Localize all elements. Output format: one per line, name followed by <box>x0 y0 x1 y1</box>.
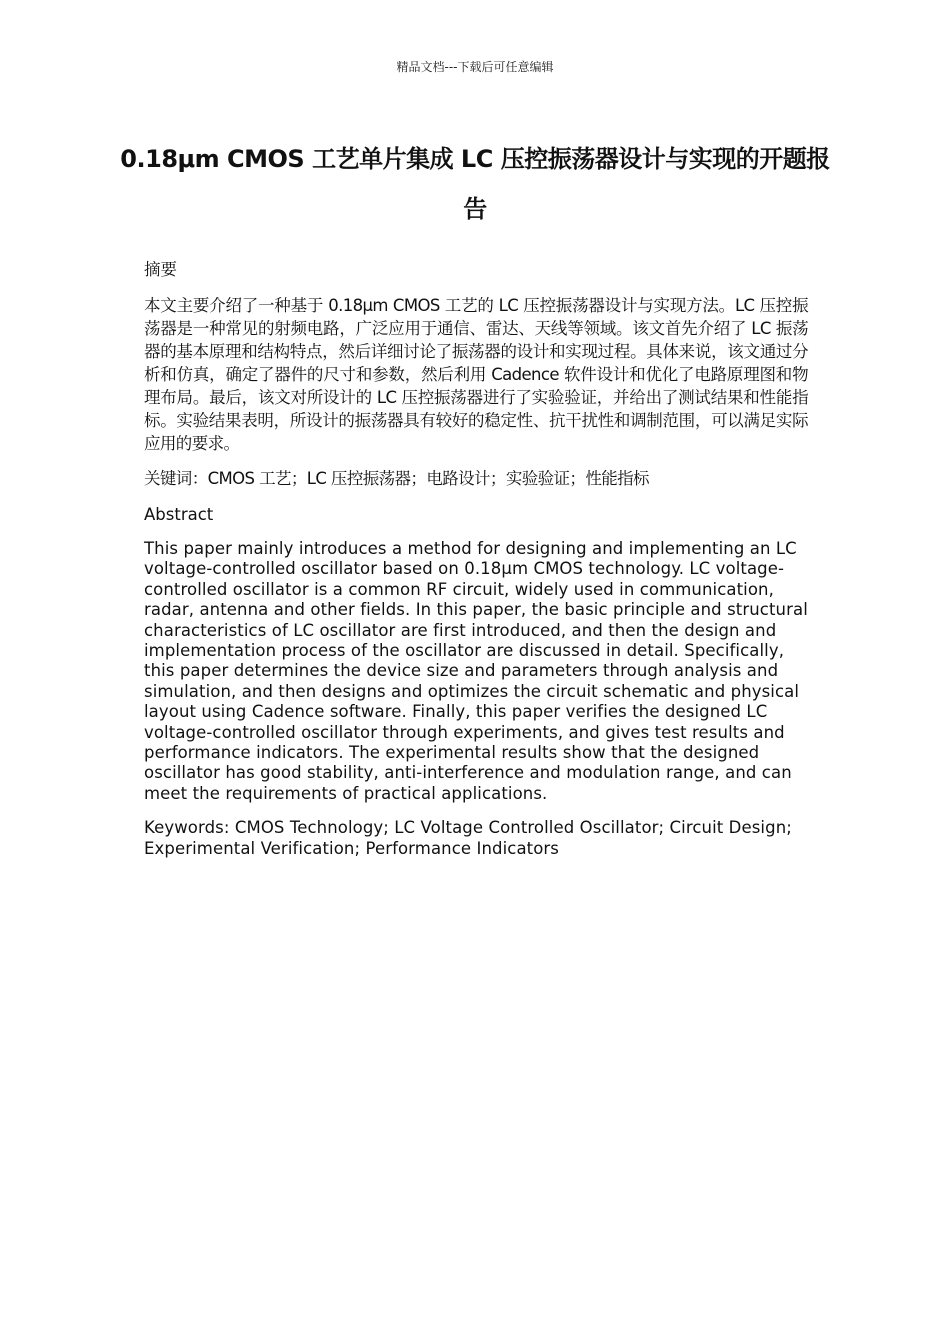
abstract-en-heading: Abstract <box>144 505 214 524</box>
abstract-cn-heading: 摘要 <box>144 260 177 279</box>
abstract-en-body: This paper mainly introduces a method for designing and implementing an LC voltage-controlled oscillator based on 0.18μm CMOS technology. LC voltage-controlled oscillator is a common RF circuit, widely used in communication, radar, antenna and other fields. In this paper, the basic principle and structural characteristics of LC oscillator are first introduced, and then the design and implementation process of the oscillator are discussed in detail. Specifically, this paper determines the device size and parameters through analysis and simulation, and then designs and optimizes the circuit schematic and physical layout using Cadence software. Finally, this paper verifies the designed LC voltage-controlled oscillator through experiments, and gives test results and performance indicators. The experimental results show that the designed oscillator has good stability, anti-interference and modulation range, and can meet the requirements of practical applications. <box>144 539 808 803</box>
document-body <box>144 258 808 859</box>
document-title: 0.18μm CMOS 工艺单片集成 LC 压控振荡器设计与实现的开题报告 <box>120 145 830 223</box>
header-note: 精品文档---下载后可任意编辑 <box>396 60 554 74</box>
keywords-en: Keywords: CMOS Technology; LC Voltage Controlled Oscillator; Circuit Design; Experimental Verification; Performance Indicators <box>144 818 792 858</box>
keywords-cn: 关键词：CMOS 工艺；LC 压控振荡器；电路设计；实验验证；性能指标 <box>144 469 649 488</box>
abstract-cn-body: 本文主要介绍了一种基于 0.18μm CMOS 工艺的 LC 压控振荡器设计与实现方法。LC 压控振荡器是一种常见的射频电路，广泛应用于通信、雷达、天线等领域。该文首先介绍了 LC 振荡器的基本原理和结构特点，然后详细讨论了振荡器的设计和实现过程。具体来说，该文通过分析和仿真，确定了器件的尺寸和参数，然后利用 Cadence 软件设计和优化了电路原理图和物理布局。最后，该文对所设计的 LC 压控振荡器进行了实验验证，并给出了测试结果和性能指标。实验结果表明，所设计的振荡器具有较好的稳定性、抗干扰性和调制范围，可以满足实际应用的要求。 <box>144 296 808 453</box>
